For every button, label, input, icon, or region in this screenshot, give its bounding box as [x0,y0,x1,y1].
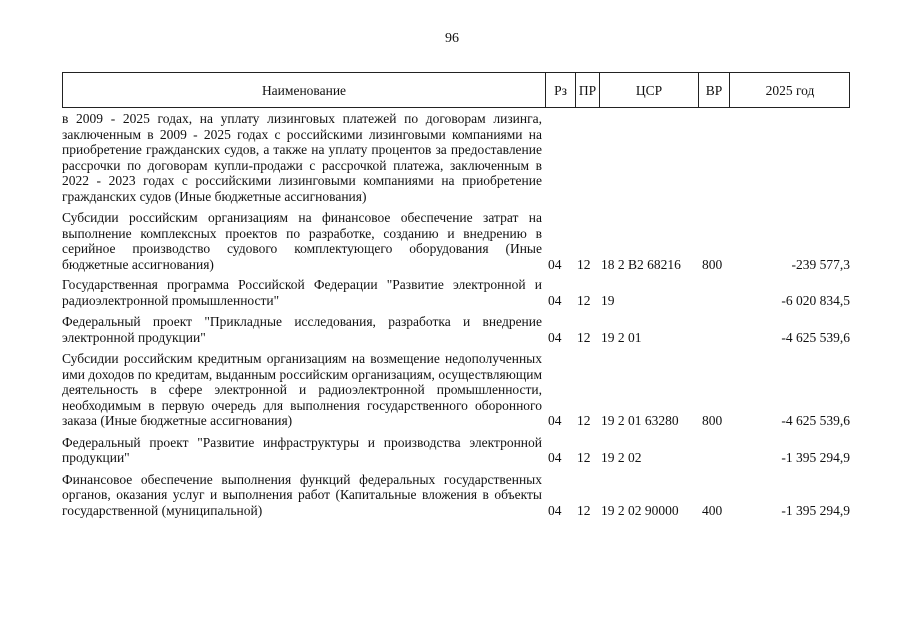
row-rz: 04 [548,256,562,272]
row-name: Субсидии российским организациям на финансовое обеспечение затрат на выполнение комплексных проектов по разработке, созданию и внедрению в серийное производство судового комплектующего оборудования (Иные бюджетные ассигнования) [62,210,542,272]
table-row [62,210,850,272]
row-rz: 04 [548,329,562,345]
row-rz: 04 [548,292,562,308]
header-year: 2025 год [765,83,815,98]
row-rz: 04 [548,502,562,518]
row-csr: 19 2 02 [601,450,642,465]
row-pr: 12 [577,329,591,345]
row-csr: 19 [601,292,615,308]
row-name: Государственная программа Российской Федерации "Развитие электронной и радиоэлектронной промышленности" [62,277,542,308]
page-number: 96 [445,31,459,46]
row-csr: 19 2 01 63280 [601,413,679,428]
table-row [62,472,850,519]
row-amount: -239 577,3 [791,256,850,272]
row-rz: 04 [548,413,562,428]
header-pr: ПР [576,73,600,107]
row-amount: -4 625 539,6 [781,329,850,345]
table-header [62,72,850,108]
row-pr: 12 [577,256,591,272]
row-pr: 12 [577,450,591,465]
row-name: Финансовое обеспечение выполнения функций федеральных государственных органов, оказания услуг и выполнения работ (Капитальные вложения в объекты государственной (муниципальной) [62,471,542,518]
header-vr: ВР [699,73,730,107]
row-csr: 19 2 01 [601,329,642,345]
row-csr: 19 2 02 90000 [601,502,679,518]
row-pr: 12 [577,292,591,308]
row-amount: -4 625 539,6 [781,413,850,428]
row-amount: -6 020 834,5 [781,292,850,308]
row-name: Федеральный проект "Развитие инфраструктуры и производства электронной продукции" [62,434,542,465]
row-rz: 04 [548,450,562,465]
row-name: Субсидии российским кредитным организациям на возмещение недополученных ими доходов по кредитам, выданным российским организациям, осуществляющим деятельность в сфере электронной и радиоэлектронной промышленности, необходимым в первую очередь для выполнения государственного оборонного заказа (Иные бюджетные ассигнования) [62,351,542,428]
table-row [62,111,850,204]
row-vr: 400 [702,502,723,518]
table-body [62,111,850,524]
row-csr: 18 2 B2 68216 [601,256,681,272]
row-vr: 800 [702,256,723,272]
row-amount: -1 395 294,9 [781,502,850,518]
header-rz: Рз [546,73,576,107]
row-pr: 12 [577,502,591,518]
header-csr: ЦСР [600,73,699,107]
row-amount: -1 395 294,9 [781,450,850,465]
table-row [62,277,850,308]
row-name: Федеральный проект "Прикладные исследования, разработка и внедрение электронной продукции" [62,314,542,345]
row-vr: 800 [702,413,723,428]
table-row [62,435,850,466]
header-name: Наименование [63,73,546,107]
row-pr: 12 [577,413,591,428]
row-name: в 2009 - 2025 годах, на уплату лизинговых платежей по договорам лизинга, заключенным в 2009 - 2025 годах с российскими лизинговыми компаниями на приобретение гражданских судов, а также на уплату процентов за предоставление рассрочки по договорам купли-продажи с рассрочкой платежа, заключенным в 2022 - 2023 годах с российскими лизинговыми компаниями на приобретение гражданских судов (Иные бюджетные ассигнования) [62,111,542,204]
table-row [62,314,850,345]
table-row [62,351,850,429]
